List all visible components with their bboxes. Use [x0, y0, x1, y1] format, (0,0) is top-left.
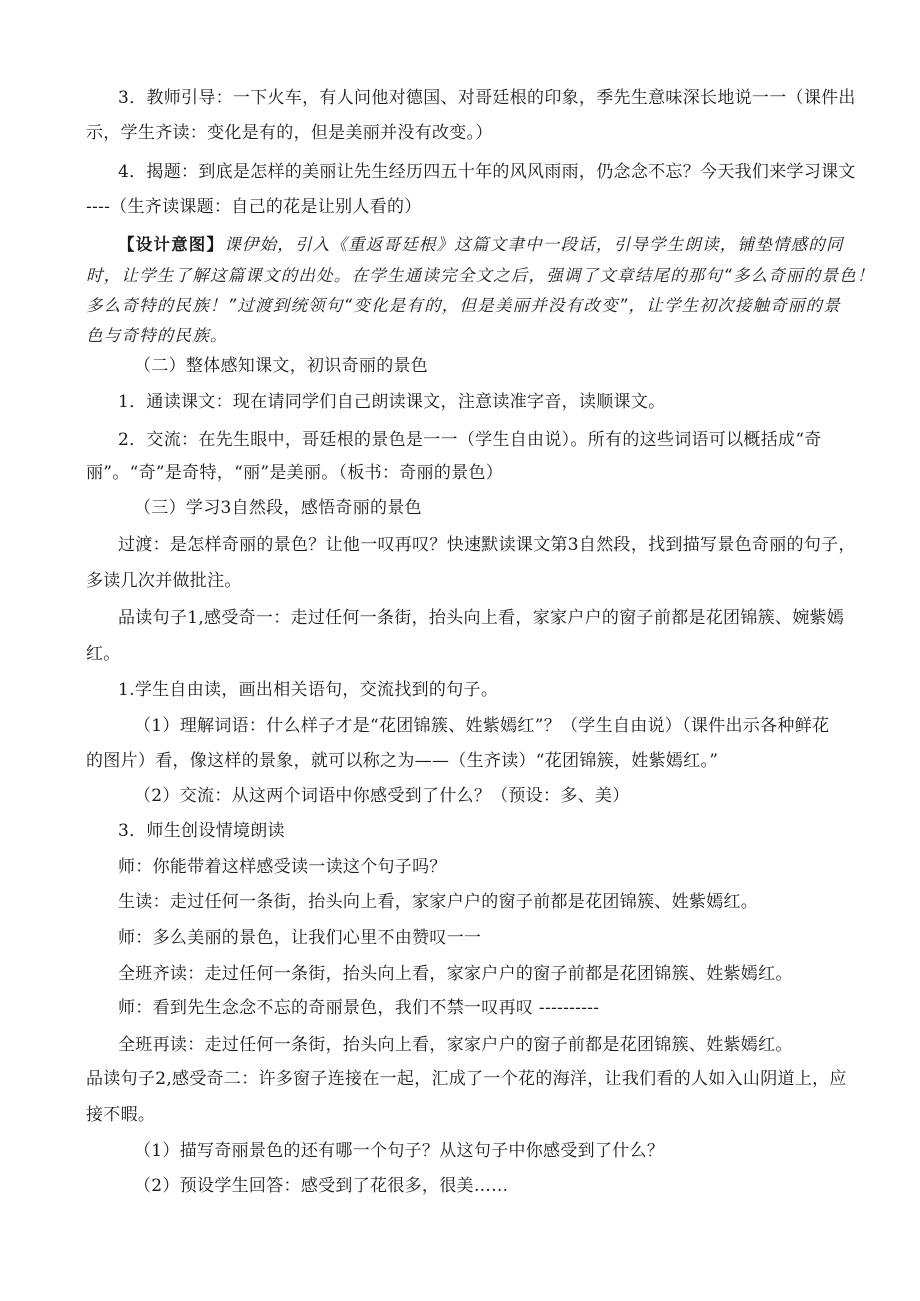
- paragraph-line: 品读句子2,感受奇二：许多窗子连接在一起，汇成了一个花的海洋，让我们看的人如入山阴道上，应: [86, 1069, 847, 1089]
- dialogue-line: 师：多么美丽的景色，让我们心里不由赞叹一一: [118, 928, 482, 948]
- design-intent-text: 课伊始，引入《重返哥廷根》这篇文聿中一段话，引导学生朗读，铺垫情感的同: [224, 235, 844, 254]
- paragraph-line: 3．师生创设情境朗读: [118, 821, 285, 841]
- dialogue-line: 师：你能带着这样感受读一读这个句子吗？: [118, 857, 447, 877]
- paragraph-line: （1）理解词语：什么样子才是“花团锦簇、姓紫嫣红”？（学生自由说）（课件出示各种鲜花: [134, 716, 830, 736]
- paragraph-line: （2）交流：从这两个词语中你感受到了什么？（预设：多、美）: [134, 786, 630, 806]
- paragraph-line: 多读几次并做批注。: [86, 571, 242, 591]
- paragraph-line: ----（生齐读课题：自己的花是让别人看的）: [86, 197, 422, 217]
- paragraph-line: （1）描写奇丽景色的还有哪一个句子？从这句子中你感受到了什么？: [134, 1141, 665, 1161]
- paragraph-line: 2．交流：在先生眼中，哥廷根的景色是一一（学生自由说）。所有的这些词语可以概括成“奇: [118, 430, 822, 450]
- dialogue-line: 全班齐读：走过任何一条街，抬头向上看，家家户户的窗子前都是花团锦簇、姓紫嫣红。: [118, 964, 793, 984]
- design-intent-line: [118, 233, 844, 257]
- dialogue-line: 师：看到先生念念不忘的奇丽景色，我们不禁一叹再叹 ----------: [118, 998, 600, 1018]
- paragraph-line: （2）预设学生回答：感受到了花很多，很美……: [134, 1176, 509, 1196]
- section-heading: （二）整体感知课文，初识奇丽的景色: [134, 356, 429, 376]
- paragraph-line: 示，学生齐读：变化是有的，但是美丽并没有改变。）: [86, 123, 493, 143]
- paragraph-line: 4．揭题：到底是怎样的美丽让先生经历四五十年的风风雨雨，仍念念不忘？今天我们来学习课文: [118, 162, 856, 182]
- section-heading: （三）学习3自然段，感悟奇丽的景色: [134, 498, 422, 518]
- paragraph-line: 丽”。“奇”是奇特，“丽”是美丽。（板书：奇丽的景色）: [86, 463, 504, 483]
- paragraph-line: 品读句子1,感受奇一：走过任何一条街，抬头向上看，家家户户的窗子前都是花团锦簇、婉紫嫣: [118, 608, 845, 628]
- paragraph-line: 红。: [86, 644, 121, 664]
- design-intent-line: 多么奇特的民族！”过渡到统领句“变化是有的，但是美丽并没有改变”，让学生初次接触奇丽的景: [86, 296, 841, 315]
- paragraph-line: 接不暇。: [86, 1105, 156, 1125]
- design-intent-line: 色与奇特的民族。: [86, 326, 228, 345]
- paragraph-line: 1.学生自由读，画出相关语句，交流找到的句子。: [118, 680, 499, 700]
- paragraph-line: 1．通读课文：现在请同学们自己朗读课文，注意读准字音，读顺课文。: [118, 392, 666, 412]
- paragraph-line: 3．教师引导：一下火车，有人问他对德国、对哥廷根的印象，季先生意味深长地说一一（课件出: [118, 88, 856, 108]
- dialogue-line: 全班再读：走过任何一条街，抬头向上看，家家户户的窗子前都是花团锦簇、姓紫嫣红。: [118, 1035, 793, 1055]
- paragraph-line: 过渡：是怎样奇丽的景色？让他一叹再叹？快速默读课文第3自然段，找到描写景色奇丽的句子，: [118, 535, 856, 555]
- design-intent-tag: 【设计意图】: [118, 235, 225, 254]
- paragraph-line: 的图片）看，像这样的景象，就可以称之为——（生齐读）“花团锦簇，姓紫嫣红。”: [86, 751, 719, 771]
- design-intent-line: 时，让学生了解这篇课文的出处。在学生通读完全文之后，强调了文章结尾的那句“多么奇丽的景色！: [86, 266, 875, 285]
- dialogue-line: 生读：走过任何一条街，抬头向上看，家家户户的窗子前都是花团锦簇、姓紫嫣红。: [118, 892, 759, 912]
